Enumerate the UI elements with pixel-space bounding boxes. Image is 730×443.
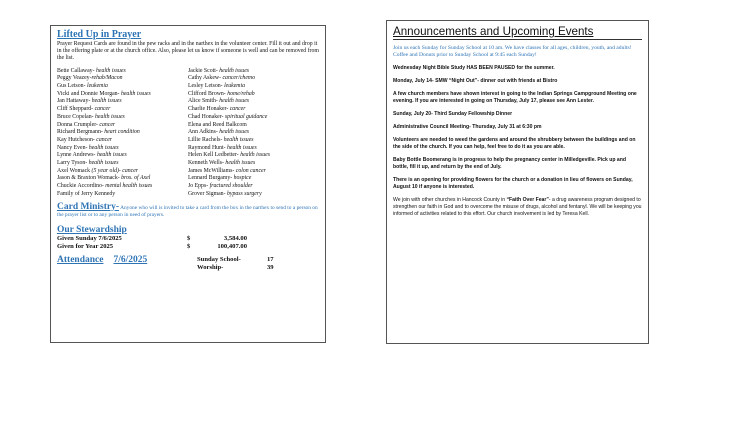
attendance-row: Sunday School- 17 bbox=[197, 255, 274, 263]
prayer-panel bbox=[50, 25, 326, 343]
prayer-entry: Charlie Honaker- cancer bbox=[188, 106, 246, 113]
prayer-entry: Nancy Even- health issues bbox=[57, 144, 119, 151]
prayer-intro: Prayer Request Cards are found in the pew racks and in the narthex in the volunteer center. Fill it out and drop it in the offering plate or at the church office. Also, please let us know if someone is well and can be removed from the list. bbox=[57, 41, 319, 62]
announcement-item: Wednesday Night Bible Study HAS BEEN PAUSED for the summer. bbox=[393, 65, 555, 71]
announcement-item: Administrative Council Meeting- Thursday, July 31 at 6:30 pm bbox=[393, 124, 542, 130]
stewardship-row: Given for Year 2025 $ 100,407.00 bbox=[57, 242, 247, 250]
prayer-entry: Bette Callaway- health issues bbox=[57, 67, 126, 74]
prayer-entry: Gus Letson- leukemia bbox=[57, 83, 108, 90]
prayer-entry: Jan Hattaway- health issues bbox=[57, 98, 122, 105]
prayer-entry: Helen Kell Ledbetter- health issues bbox=[188, 152, 270, 159]
prayer-entry: Jo Epps- fractured shoulder bbox=[188, 183, 253, 190]
prayer-column-2 bbox=[188, 68, 319, 199]
prayer-entry: Grover Sigman- bypass surgery bbox=[188, 190, 262, 197]
attendance bbox=[57, 256, 319, 272]
prayer-entry: Cathy Askew- cancer/chemo bbox=[188, 75, 255, 82]
prayer-entry: Cliff Sheppard- cancer bbox=[57, 106, 111, 113]
announcements-panel bbox=[386, 20, 649, 344]
announcement-item: Monday, July 14- SMW “Night Out”- dinner out with friends at Bistro bbox=[393, 78, 558, 84]
prayer-entry: Jason & Braxton Womack- bros. of Axel bbox=[57, 175, 151, 182]
announcements-title: Announcements and Upcoming Events bbox=[393, 25, 642, 40]
prayer-entry: Alice Smith- health issues bbox=[188, 98, 250, 105]
attendance-date: 7/6/2025 bbox=[113, 254, 148, 265]
card-ministry-title: Card Ministry- bbox=[57, 201, 120, 212]
stewardship-title: Our Stewardship bbox=[57, 224, 127, 235]
prayer-title: Lifted Up in Prayer bbox=[57, 29, 142, 40]
prayer-entry: Lillie Rachels- health issues bbox=[188, 136, 254, 143]
prayer-entry: Elena and Reed Balkcom bbox=[188, 121, 247, 128]
prayer-entry: Richard Bergmann- heart condition bbox=[57, 129, 140, 136]
prayer-entry: Bruce Copelan- health issues bbox=[57, 113, 125, 120]
prayer-entry: Axel Womack (5 year old)- cancer bbox=[57, 167, 139, 174]
card-ministry-text: Anyone who will is invited to take a card from the box in the narthex to send to a person on the prayer list or to any person in need of prayers. bbox=[57, 204, 318, 218]
prayer-entry: Peggy Veazey-rehab/Macon bbox=[57, 75, 123, 82]
announcements-intro: Join us each Sunday for Sunday School at 10 am. We have classes for all ages, children, youth, and adults! Coffee and Donuts prior to Sunday School at 9:45 each Sunday! bbox=[393, 45, 632, 58]
prayer-entry: Kay Hutcheson- cancer bbox=[57, 136, 113, 143]
stewardship-row: Given Sunday 7/6/2025 $ 3,584.00 bbox=[57, 234, 247, 242]
prayer-entry: Raymond Hunt- health issues bbox=[188, 144, 257, 151]
prayer-entry: Chad Honaker- spiritual guidance bbox=[188, 113, 268, 120]
prayer-entry: Lennard Burgamy- hospice bbox=[188, 175, 252, 182]
stewardship-table bbox=[57, 235, 319, 251]
prayer-entry: Family of Jerry Kennedy bbox=[57, 190, 116, 197]
prayer-list bbox=[57, 68, 319, 199]
prayer-entry: Vicki and Donnie Morgan- health issues bbox=[57, 90, 151, 97]
announcement-item: Volunteers are needed to weed the gardens and around the shrubbery between the buildings and on the side of the church. If you can help, feel free to do it as you are able. bbox=[393, 137, 636, 150]
faith-over-fear-item: We join with other churches in Hancock County in “Faith Over Fear”- a drug awareness program designed to strengthen our faith in God and to overcome the misuse of drugs, alcohol and fentanyl. We will be keeping you informed of activities related to this effort. Our church involvement is led by Teresa Kell. bbox=[393, 197, 642, 217]
announcement-item: Baby Bottle Boomerang is in progress to help the pregnancy center in Milledgeville. Pick up and bottle, fill it up, and return by the end of July. bbox=[393, 157, 626, 170]
prayer-entry: James McWilliams- colon cancer bbox=[188, 167, 266, 174]
prayer-entry: Larry Tyson- health issues bbox=[57, 160, 119, 167]
prayer-entry: Kenneth Wells- health issues bbox=[188, 160, 256, 167]
prayer-entry: Chuckie Accordino- mental health issues bbox=[57, 183, 153, 190]
announcement-item: Sunday, July 20- Third Sunday Fellowship Dinner bbox=[393, 111, 513, 117]
prayer-entry: Ann Adkins- health issues bbox=[188, 129, 250, 136]
prayer-entry: Clifford Brown- home/rehab bbox=[188, 90, 255, 97]
attendance-row: Worship- 39 bbox=[197, 263, 274, 271]
card-ministry bbox=[57, 201, 319, 219]
prayer-entry: Lesley Letson- leukemia bbox=[188, 83, 245, 90]
prayer-entry: Donna Crumpler- cancer bbox=[57, 121, 116, 128]
prayer-entry: Jackie Scott- health issues bbox=[188, 67, 250, 74]
prayer-column-1 bbox=[57, 68, 188, 199]
announcement-item: A few church members have shown interest in going to the Indian Springs Campground Meeting one evening. If you are interested in going on Thursday, July 17, please see Ann Lester. bbox=[393, 91, 637, 104]
attendance-title: Attendance bbox=[57, 254, 104, 265]
announcement-item: There is an opening for providing flowers for the church or a donation in lieu of flowers on Sunday, August 10 if anyone is interested. bbox=[393, 177, 633, 190]
prayer-entry: Lynne Andrews- health issues bbox=[57, 152, 127, 159]
